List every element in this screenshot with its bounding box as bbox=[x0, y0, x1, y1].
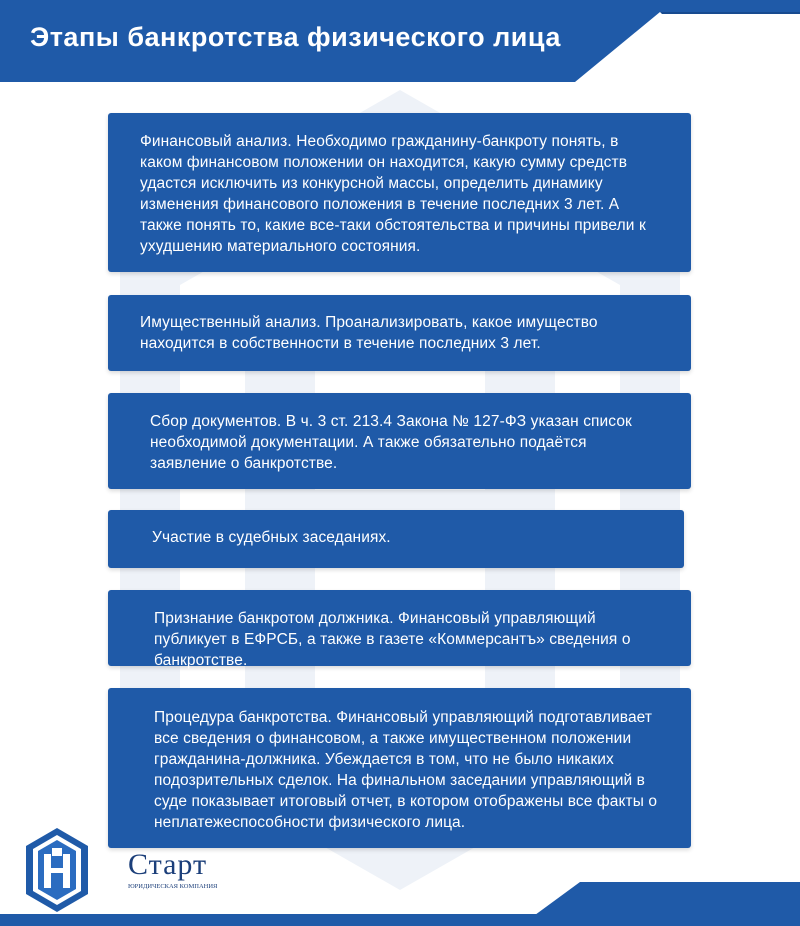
stage-card-court-hearings bbox=[108, 510, 684, 568]
stage-text: Участие в судебных заседаниях. bbox=[152, 529, 391, 546]
stage-card-property-analysis bbox=[108, 295, 691, 371]
stage-text: Финансовый анализ. Необходимо гражданину-банкроту понять, в каком финансовом положении он находится, какую сумму средств удастся исключить из конкурсной массы, определить динамику изменения финансового положения в течение последних 3 лет. А также понять то, какие все-таки обстоятельства и причины привели к ухудшению материального состояния. bbox=[140, 133, 646, 255]
stage-text: Имущественный анализ. Проанализировать, какое имущество находится в собственности в течение последних 3 лет. bbox=[140, 314, 598, 352]
shield-hexagon-icon bbox=[24, 826, 90, 914]
stage-card-bankruptcy-declaration bbox=[108, 590, 691, 669]
stage-text: Сбор документов. В ч. 3 ст. 213.4 Закона № 127-ФЗ указан список необходимой документации. А также обязательно подаётся заявление о банкротстве. bbox=[150, 413, 632, 472]
stage-card-financial-analysis bbox=[108, 113, 691, 272]
logo-name: Старт bbox=[128, 848, 208, 881]
page-title: Этапы банкротства физического лица bbox=[30, 22, 561, 52]
stage-text: Процедура банкротства. Финансовый управляющий подготавливает все сведения о финансовом, а также имущественном положении гражданина-должника. Убеждается в том, что не было никаких подозрительных сделок. На финальном заседании управляющий в суде показывает итоговый отчет, в котором отображены все факты о неплатежеспособности физического лица. bbox=[154, 709, 658, 831]
logo-subtitle: ЮРИДИЧЕСКАЯ КОМПАНИЯ bbox=[128, 883, 218, 890]
stage-text: Признание банкротом должника. Финансовый управляющий публикует в ЕФРСБ, а также в газете «Коммерсантъ» сведения о банкротстве. bbox=[154, 610, 631, 669]
stage-card-bankruptcy-procedure bbox=[108, 688, 691, 848]
stage-card-document-collection bbox=[108, 393, 691, 489]
company-logo bbox=[24, 826, 218, 918]
